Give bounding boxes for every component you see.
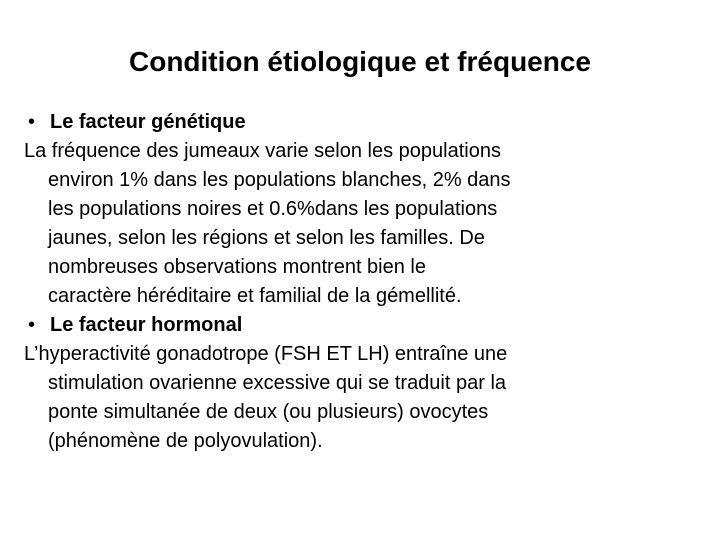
bullet-hormonal [24,311,696,340]
paragraph-line: jaunes, selon les régions et selon les familles. De [48,227,485,249]
paragraph-line: les populations noires et 0.6%dans les populations [48,198,498,220]
paragraph-genetic [24,137,696,311]
paragraph-line: L’hyperactivité gonadotrope (FSH ET LH) entraîne une [24,343,508,365]
slide-title: Condition étiologique et fréquence [129,46,591,77]
bullet-icon: • [28,111,36,133]
bullet-heading: Le facteur hormonal [50,314,243,336]
bullet-genetic [24,108,696,137]
slide-body [24,108,696,456]
bullet-heading: Le facteur génétique [50,111,246,133]
paragraph-line: La fréquence des jumeaux varie selon les populations [24,140,501,162]
paragraph-line: (phénomène de polyovulation). [48,430,323,452]
paragraph-line: ponte simultanée de deux (ou plusieurs) ovocytes [48,401,489,423]
paragraph-hormonal [24,340,696,456]
paragraph-line: caractère héréditaire et familial de la gémellité. [48,285,462,307]
paragraph-line: nombreuses observations montrent bien le [48,256,426,278]
bullet-icon: • [28,314,36,336]
paragraph-line: environ 1% dans les populations blanches, 2% dans [48,169,511,191]
paragraph-line: stimulation ovarienne excessive qui se traduit par la [48,372,507,394]
